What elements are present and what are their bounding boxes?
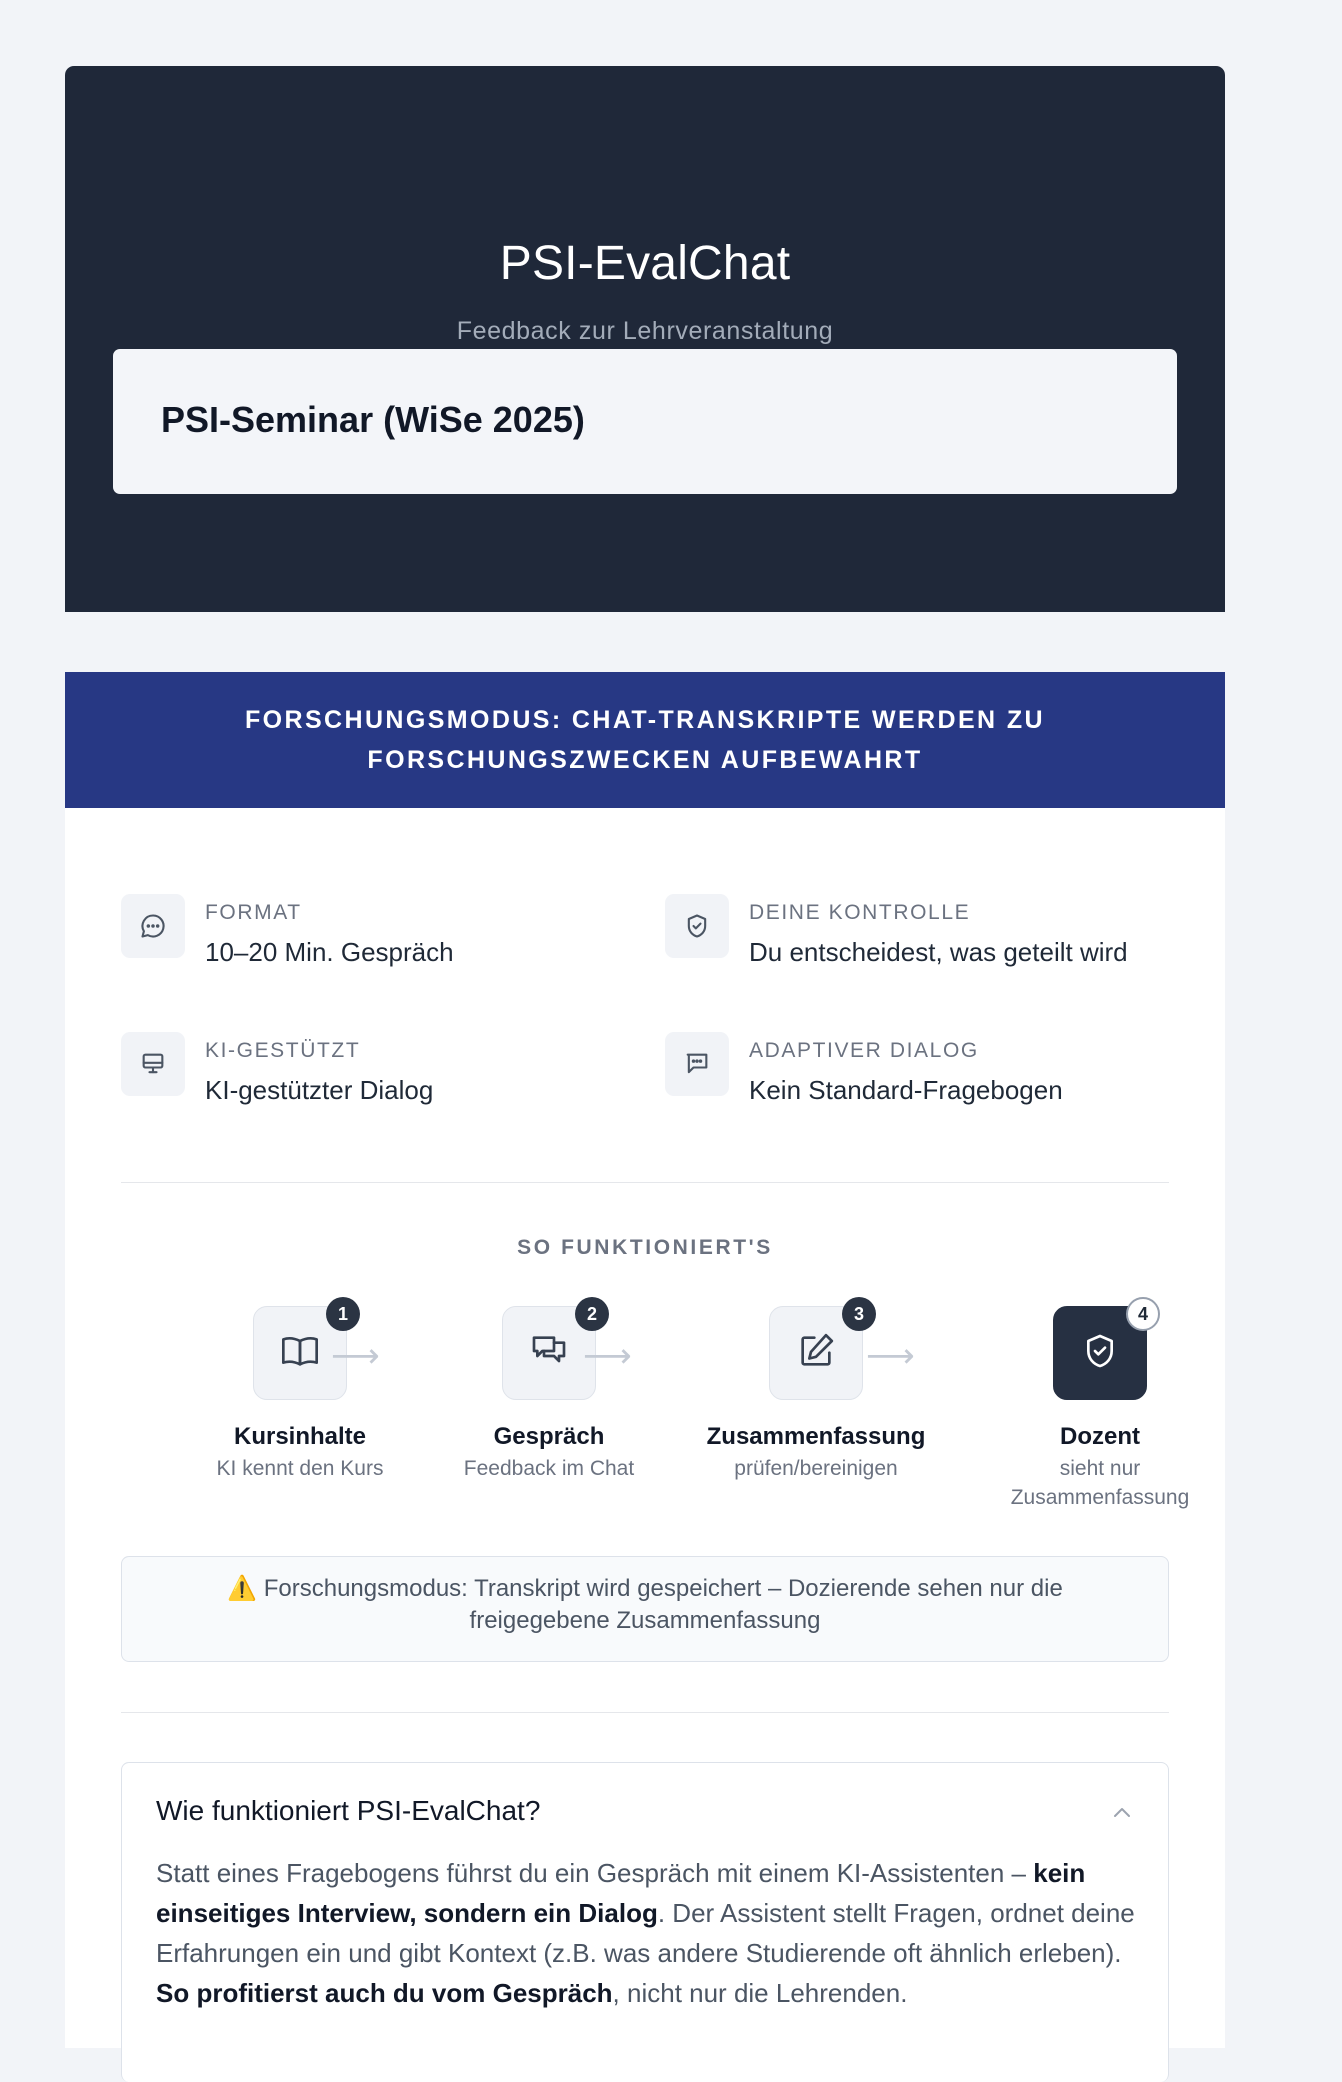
feature-adaptive — [665, 1032, 1063, 1108]
app-title: PSI-EvalChat — [499, 237, 791, 290]
divider — [121, 1182, 1169, 1183]
how-it-works-title: SO FUNKTIONIERT'S — [517, 1236, 773, 1259]
message-square-icon — [665, 1032, 729, 1096]
step-title: Dozent — [1060, 1423, 1140, 1450]
feature-control — [665, 894, 1128, 970]
feature-label: DEINE KONTROLLE — [749, 901, 971, 924]
step-subtitle: sieht nur Zusammenfassung — [1010, 1457, 1190, 1509]
research-mode-text: FORSCHUNGSMODUS: CHAT-TRANSKRIPTE WERDEN ZU FORSCHUNGSZWECKEN AUFBEWAHRT — [245, 706, 1045, 774]
step-box — [502, 1303, 597, 1400]
feature-value: Du entscheidest, was geteilt wird — [749, 937, 1128, 967]
chevron-up-icon[interactable] — [1110, 1801, 1134, 1830]
research-notice — [121, 1556, 1169, 1662]
feature-value: 10–20 Min. Gespräch — [205, 937, 454, 967]
course-selector[interactable] — [113, 349, 1177, 494]
monitor-icon — [121, 1032, 185, 1096]
step-title: Kursinhalte — [233, 1423, 367, 1450]
shield-check-icon — [1080, 1331, 1120, 1376]
feature-label: ADAPTIVER DIALOG — [749, 1039, 979, 1062]
notice-text: Forschungsmodus: Transkript wird gespeichert – Dozierende sehen nur die freigegebene Zusammenfassung — [263, 1575, 1063, 1634]
feature-value: KI-gestützter Dialog — [205, 1075, 434, 1105]
step-number: 2 — [575, 1297, 609, 1331]
feature-value: Kein Standard-Fragebogen — [749, 1075, 1063, 1105]
faq-body-text: . Der Assistent stellt Fragen, ordnet deine Erfahrungen ein und gibt Kontext (z.B. was andere Studierende oft ähnlich erleben). — [156, 1898, 1135, 1968]
faq-body-bold: So profitierst auch du vom Gespräch — [156, 1978, 613, 2008]
book-icon — [280, 1331, 320, 1376]
arrow-right-icon: ⟶ — [331, 1337, 380, 1375]
faq-title[interactable]: Wie funktioniert PSI-EvalChat? — [156, 1795, 541, 1826]
divider — [121, 1712, 1169, 1713]
feature-format — [121, 894, 454, 970]
feature-label: KI-GESTÜTZT — [205, 1039, 361, 1062]
course-title: PSI-Seminar (WiSe 2025) — [161, 399, 585, 440]
edit-icon — [796, 1331, 836, 1376]
step-title: Gespräch — [493, 1423, 605, 1450]
feature-ai — [121, 1032, 433, 1108]
step-number: 3 — [842, 1297, 876, 1331]
research-mode-banner — [65, 672, 1225, 808]
chat-icon — [529, 1331, 569, 1376]
step-number: 1 — [326, 1297, 360, 1331]
faq-body-text: , nicht nur die Lehrenden. — [612, 1978, 908, 2008]
step-box — [769, 1303, 864, 1400]
step-lecturer — [980, 1303, 1220, 1512]
step-box — [1053, 1303, 1148, 1400]
step-subtitle: prüfen/bereinigen — [734, 1457, 898, 1480]
faq-body-text: Statt eines Fragebogens führst du ein Gespräch mit einem KI-Assistenten – — [156, 1858, 1034, 1888]
content-card — [65, 808, 1225, 2048]
step-number: 4 — [1126, 1297, 1160, 1331]
faq-accordion — [121, 1762, 1169, 2082]
step-conversation — [429, 1303, 669, 1483]
feature-label: FORMAT — [205, 901, 302, 924]
warning-icon: ⚠️ — [227, 1575, 258, 1602]
step-summary — [696, 1303, 936, 1483]
shield-check-icon — [665, 894, 729, 958]
step-course-content — [180, 1303, 420, 1483]
step-subtitle: Feedback im Chat — [463, 1457, 635, 1480]
faq-body — [156, 1853, 1136, 2013]
faq-body-bold: kein einseitiges Interview, sondern ein Dialog — [156, 1858, 1086, 1928]
app-subtitle: Feedback zur Lehrveranstaltung — [456, 317, 834, 345]
arrow-right-icon: ⟶ — [583, 1337, 632, 1375]
step-subtitle: KI kennt den Kurs — [216, 1457, 384, 1480]
arrow-right-icon: ⟶ — [866, 1337, 915, 1375]
step-title: Zusammenfassung — [706, 1423, 926, 1450]
header-card — [65, 66, 1225, 612]
chat-bubble-icon — [121, 894, 185, 958]
